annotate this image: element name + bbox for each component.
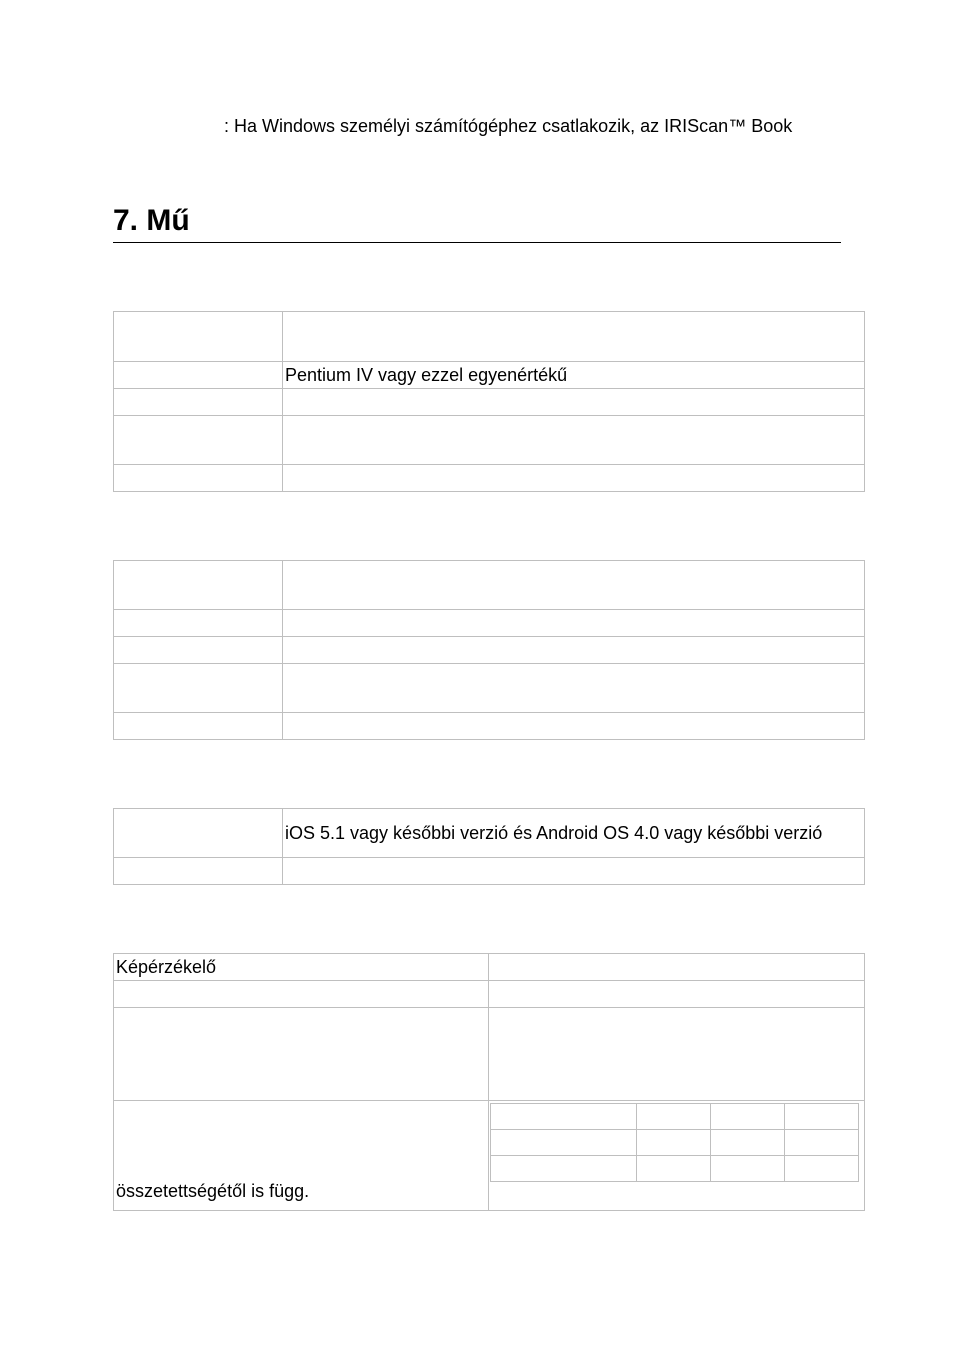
- nested-table: [490, 1103, 859, 1182]
- table-cell: [114, 637, 283, 664]
- table-row: [114, 312, 865, 362]
- table-row: [114, 858, 865, 885]
- table-cell: [283, 713, 865, 740]
- nested-table-cell: [785, 1104, 859, 1130]
- table-row: [114, 465, 865, 492]
- mobile-requirements-table: [113, 808, 865, 885]
- nested-table-cell: [489, 1101, 865, 1211]
- system-requirements-table: [113, 311, 865, 492]
- table-row: [114, 664, 865, 713]
- table-row: [114, 362, 865, 389]
- table-cell: [489, 981, 865, 1008]
- table-cell: [114, 561, 283, 610]
- nested-table-cell: [785, 1130, 859, 1156]
- table-cell: [283, 637, 865, 664]
- table-cell: [114, 858, 283, 885]
- table-cell: [283, 664, 865, 713]
- nested-table-cell: [637, 1130, 711, 1156]
- nested-table-cell: [711, 1130, 785, 1156]
- nested-table-cell: [637, 1104, 711, 1130]
- table-cell: [489, 1008, 865, 1101]
- table-cell: [114, 389, 283, 416]
- specifications-table: [113, 953, 865, 1211]
- table-cell: [283, 416, 865, 465]
- table-row: [114, 1101, 865, 1211]
- table-cell: [114, 312, 283, 362]
- table-row: [114, 1008, 865, 1101]
- table-cell: iOS 5.1 vagy későbbi verzió és Android OS 4.0 vagy későbbi verzió: [283, 809, 865, 858]
- table-cell: [114, 664, 283, 713]
- table-cell: [114, 713, 283, 740]
- table-cell: [283, 610, 865, 637]
- table-cell: [489, 954, 865, 981]
- table-row: [114, 416, 865, 465]
- intro-note: : Ha Windows személyi számítógéphez csatlakozik, az IRIScan™ Book: [224, 116, 793, 136]
- section-heading: 7. Mű: [113, 202, 841, 243]
- table-row: [114, 637, 865, 664]
- table-row: [114, 954, 865, 981]
- table-cell: [283, 561, 865, 610]
- nested-table-cell: [711, 1104, 785, 1130]
- table-cell: [114, 362, 283, 389]
- table-row: [114, 561, 865, 610]
- nested-table-cell: [491, 1104, 637, 1130]
- nested-table-row: [491, 1130, 859, 1156]
- nested-table-cell: [491, 1130, 637, 1156]
- table-row: [114, 713, 865, 740]
- nested-table-row: [491, 1156, 859, 1182]
- table-cell: [283, 312, 865, 362]
- table-row: [114, 610, 865, 637]
- table-cell: [114, 809, 283, 858]
- table-cell: [114, 610, 283, 637]
- nested-table-cell: [491, 1156, 637, 1182]
- table-row: [114, 389, 865, 416]
- table-cell: [114, 981, 489, 1008]
- nested-table-row: [491, 1104, 859, 1130]
- table-cell: Pentium IV vagy ezzel egyenértékű: [283, 362, 865, 389]
- nested-table-cell: [711, 1156, 785, 1182]
- table-cell: [114, 465, 283, 492]
- nested-table-cell: [637, 1156, 711, 1182]
- table-cell: összetettségétől is függ.: [114, 1101, 489, 1211]
- table-cell: Képérzékelő: [114, 954, 489, 981]
- table-row: [114, 809, 865, 858]
- table-row: [114, 981, 865, 1008]
- nested-table-cell: [785, 1156, 859, 1182]
- mac-requirements-table: [113, 560, 865, 740]
- table-cell: [283, 858, 865, 885]
- table-cell: [114, 1008, 489, 1101]
- table-cell: [283, 465, 865, 492]
- table-cell: [283, 389, 865, 416]
- table-cell: [114, 416, 283, 465]
